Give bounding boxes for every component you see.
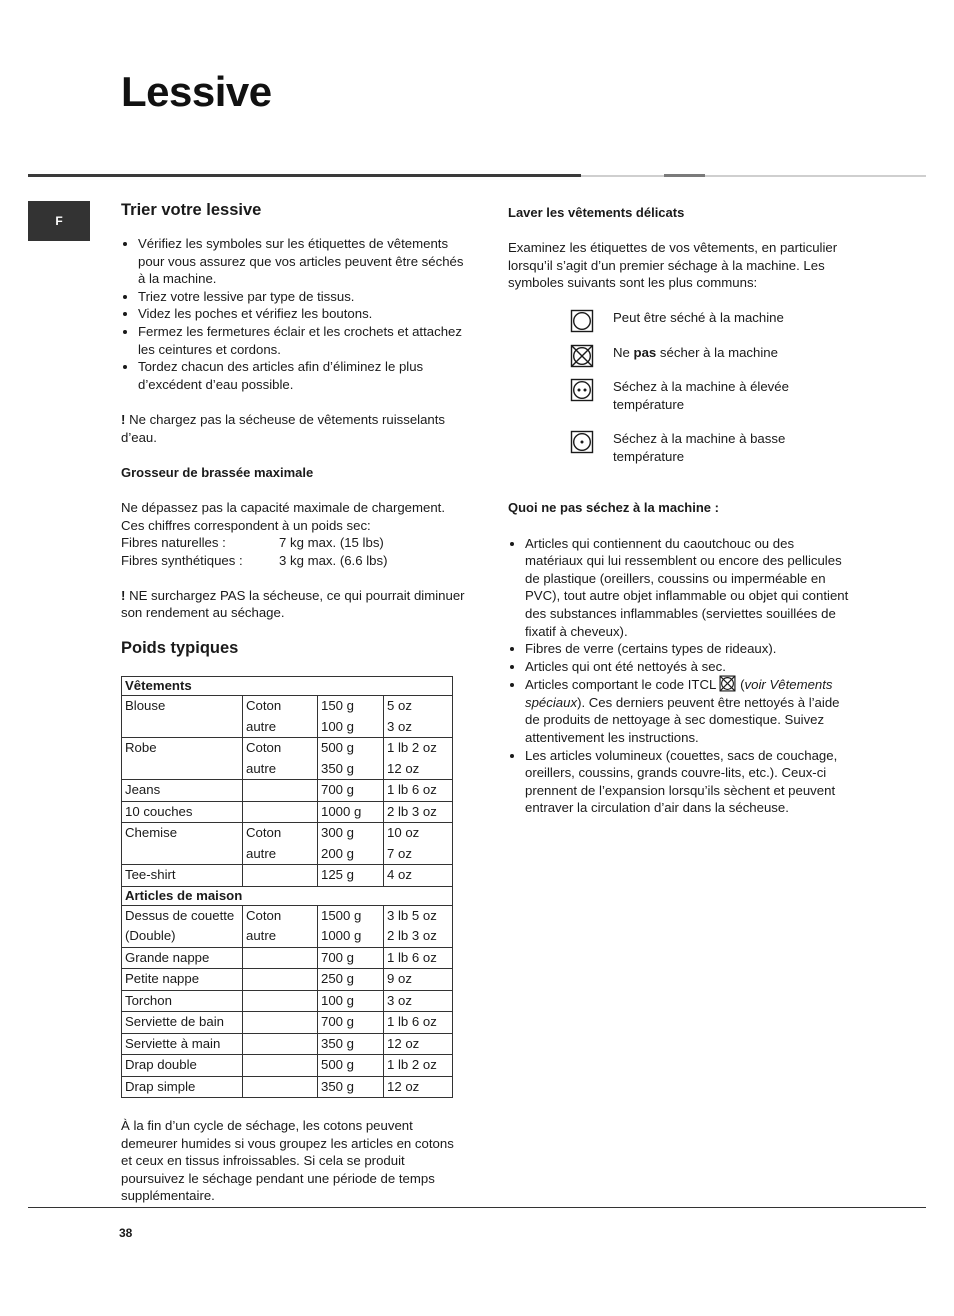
table-row <box>122 823 453 844</box>
item-cell: Drap double <box>122 1055 243 1077</box>
ounces-cell: 10 oz <box>384 823 453 844</box>
header-rule-light-end <box>705 175 926 177</box>
item-cell: Tee-shirt <box>122 865 243 887</box>
warning-text: Ne chargez pas la sécheuse de vêtements ruisselants d’eau. <box>121 411 446 445</box>
do-not-tumble-dry-icon <box>570 344 594 368</box>
item-cell: Serviette à main <box>122 1033 243 1055</box>
capacity-label: Fibres naturelles : <box>121 535 226 551</box>
tumble-dry-low-icon <box>570 430 594 454</box>
grams-cell: 100 g <box>318 990 384 1012</box>
grams-cell: 125 g <box>318 865 384 887</box>
item-cell: (Double) <box>122 926 243 947</box>
warning-overload <box>121 587 466 622</box>
table-row <box>122 801 453 823</box>
symbol-row <box>570 430 853 465</box>
page-title: Lessive <box>121 68 272 115</box>
ounces-cell: 3 oz <box>384 717 453 738</box>
cross-reference: voir Vêtements spéciaux <box>525 677 833 710</box>
item-cell: Drap simple <box>122 1076 243 1098</box>
table-row <box>122 905 453 926</box>
grams-cell: 250 g <box>318 969 384 991</box>
item-cell: Petite nappe <box>122 969 243 991</box>
symbol-legend <box>570 309 853 465</box>
item-cell <box>122 759 243 780</box>
grams-cell: 500 g <box>318 1055 384 1077</box>
item-cell: Dessus de couette <box>122 905 243 926</box>
symbol-label: Séchez à la machine à basse température <box>613 431 786 464</box>
list-item: • Articles qui ont été nettoyés à sec. <box>525 658 853 676</box>
list-item: • Fibres de verre (certains types de rideaux). <box>525 640 853 658</box>
capacity-synthetic <box>121 552 466 570</box>
page-number: 38 <box>119 1226 133 1240</box>
table-section-header <box>122 886 453 905</box>
grams-cell: 700 g <box>318 1012 384 1034</box>
header-rule-dark <box>28 174 581 177</box>
fabric-cell: Coton <box>243 696 318 717</box>
closing-paragraph: À la fin d’un cycle de séchage, les cotons peuvent demeurer humides si vous groupez les articles en cotons et ceux en tissus infroissables. Si cela se produit poursuivez le séchage pendant une période de temps supplémentaire. <box>121 1118 454 1204</box>
list-item: • Les articles volumineux (couettes, sacs de couchage, oreillers, coussins, grands couvre-lits, etc.). Ceux-ci prennent de l’expansion lorsqu’ils sèchent et peuvent entraver la circulation d’air dans la sécheuse. <box>525 747 853 817</box>
grams-cell: 150 g <box>318 696 384 717</box>
grams-cell: 700 g <box>318 780 384 802</box>
table-row <box>122 1076 453 1098</box>
table-row <box>122 696 453 717</box>
item-cell <box>122 844 243 865</box>
list-item-text: ). Ces derniers peuvent être nettoyés à l’aide de produits de nettoyage à sec domestique. Suivez attentivement les instructions. <box>525 694 840 746</box>
fabric-cell: autre <box>243 926 318 947</box>
item-cell: Robe <box>122 738 243 759</box>
ounces-cell: 4 oz <box>384 865 453 887</box>
table-row <box>122 969 453 991</box>
list-item: • Videz les poches et vérifiez les boutons. <box>138 305 466 323</box>
list-item: • Triez votre lessive par type de tissus. <box>138 288 466 306</box>
list-item-text: Articles comportant le code ITCL <box>525 677 720 693</box>
ounces-cell: 3 lb 5 oz <box>384 905 453 926</box>
table-row <box>122 926 453 947</box>
list-item: • Articles qui contiennent du caoutchouc ou des matériaux qui lui ressemblent ou encore des pellicules de plastique (oreillers, coussins ou imperméable en PVC), tout autre objet inflammable ou objet qui contient des substances inflammables (serviettes souillées de fixatif à cheveux). <box>525 535 853 641</box>
ounces-cell: 7 oz <box>384 844 453 865</box>
grams-cell: 350 g <box>318 759 384 780</box>
item-cell: Grande nappe <box>122 947 243 969</box>
fabric-cell <box>243 1076 318 1098</box>
ounces-cell: 5 oz <box>384 696 453 717</box>
table-row <box>122 990 453 1012</box>
symbol-row <box>570 378 853 413</box>
fabric-cell: autre <box>243 844 318 865</box>
table-row <box>122 1055 453 1077</box>
table-row <box>122 947 453 969</box>
load-intro: Ne dépassez pas la capacité maximale de chargement. Ces chiffres correspondent à un poids sec: <box>121 499 446 533</box>
fabric-cell <box>243 969 318 991</box>
delicate-heading: Laver les vêtements délicats <box>508 205 685 220</box>
warning-wet-clothes <box>121 411 466 446</box>
grams-cell: 350 g <box>318 1033 384 1055</box>
right-column <box>508 204 853 817</box>
ounces-cell: 3 oz <box>384 990 453 1012</box>
fabric-cell: autre <box>243 717 318 738</box>
clothes-heading: Vêtements <box>122 677 453 696</box>
tumble-dry-high-icon <box>570 378 594 402</box>
fabric-cell: autre <box>243 759 318 780</box>
symbol-row <box>570 344 853 368</box>
table-row <box>122 1033 453 1055</box>
fabric-cell <box>243 990 318 1012</box>
symbol-row <box>570 309 853 333</box>
fabric-cell <box>243 801 318 823</box>
ounces-cell: 12 oz <box>384 759 453 780</box>
ounces-cell: 2 lb 3 oz <box>384 926 453 947</box>
list-item: • Tordez chacun des articles afin d’éliminez le plus d’excédent d’eau possible. <box>138 358 466 393</box>
load-heading: Grosseur de brassée maximale <box>121 464 314 480</box>
grams-cell: 700 g <box>318 947 384 969</box>
grams-cell: 1500 g <box>318 905 384 926</box>
fabric-cell <box>243 1012 318 1034</box>
symbol-label: Peut être séché à la machine <box>613 309 784 325</box>
ounces-cell: 1 lb 6 oz <box>384 1012 453 1034</box>
list-item-text: ( <box>736 677 745 693</box>
item-cell: Chemise <box>122 823 243 844</box>
symbol-label-part: Ne <box>613 344 634 360</box>
capacity-value: 3 kg max. (6.6 lbs) <box>279 552 388 568</box>
fabric-cell <box>243 947 318 969</box>
capacity-value: 7 kg max. (15 lbs) <box>279 535 384 551</box>
list-item: • Vérifiez les symboles sur les étiquettes de vêtements pour vous assurez que vos articles peuvent être séchés à la machine. <box>138 235 466 288</box>
language-tab: F <box>28 201 90 241</box>
item-cell: Serviette de bain <box>122 1012 243 1034</box>
item-cell: Jeans <box>122 780 243 802</box>
warning-mark: ! <box>121 411 126 427</box>
fabric-cell <box>243 865 318 887</box>
fabric-cell: Coton <box>243 738 318 759</box>
weights-table <box>121 676 453 1098</box>
ounces-cell: 9 oz <box>384 969 453 991</box>
header-rule-mid <box>664 174 705 177</box>
table-row <box>122 759 453 780</box>
footer-rule <box>28 1207 926 1208</box>
ounces-cell: 2 lb 3 oz <box>384 801 453 823</box>
header-rule-light <box>581 175 664 177</box>
item-cell: Blouse <box>122 696 243 717</box>
symbol-label <box>613 344 813 362</box>
table-row <box>122 1012 453 1034</box>
itcl-icon <box>719 675 736 692</box>
grams-cell: 300 g <box>318 823 384 844</box>
table-row <box>122 865 453 887</box>
ounces-cell: 12 oz <box>384 1076 453 1098</box>
capacity-label: Fibres synthétiques : <box>121 552 243 568</box>
item-cell: Torchon <box>122 990 243 1012</box>
ounces-cell: 1 lb 6 oz <box>384 780 453 802</box>
grams-cell: 100 g <box>318 717 384 738</box>
table-row <box>122 717 453 738</box>
left-column <box>121 199 466 1205</box>
symbol-label: Séchez à la machine à élevée température <box>613 378 789 412</box>
warning-text: NE surchargez PAS la sécheuse, ce qui pourrait diminuer son rendement au séchage. <box>121 587 465 621</box>
symbol-label-part: sécher à la machine <box>656 344 778 360</box>
delicate-intro: Examinez les étiquettes de vos vêtements, en particulier lorsqu’il s’agit d’un premier séchage à la machine. Les symboles suivants sont les plus communs: <box>508 240 838 291</box>
grams-cell: 1000 g <box>318 801 384 823</box>
table-section-header <box>122 677 453 696</box>
warning-mark: ! <box>121 587 126 603</box>
capacity-natural <box>121 534 466 552</box>
ounces-cell: 12 oz <box>384 1033 453 1055</box>
tumble-dry-icon <box>570 309 594 333</box>
not-dry-list <box>508 535 853 818</box>
fabric-cell <box>243 780 318 802</box>
ounces-cell: 1 lb 2 oz <box>384 1055 453 1077</box>
ounces-cell: 1 lb 6 oz <box>384 947 453 969</box>
ounces-cell: 1 lb 2 oz <box>384 738 453 759</box>
table-row <box>122 780 453 802</box>
list-item <box>525 675 853 746</box>
fabric-cell <box>243 1055 318 1077</box>
grams-cell: 500 g <box>318 738 384 759</box>
sort-heading: Trier votre lessive <box>121 201 262 219</box>
item-cell: 10 couches <box>122 801 243 823</box>
grams-cell: 1000 g <box>318 926 384 947</box>
sort-list <box>121 235 466 393</box>
not-dry-heading: Quoi ne pas séchez à la machine : <box>508 500 719 516</box>
symbol-label-emphasis: pas <box>633 344 657 360</box>
fabric-cell: Coton <box>243 905 318 926</box>
grams-cell: 200 g <box>318 844 384 865</box>
list-item: • Fermez les fermetures éclair et les crochets et attachez les ceintures et cordons. <box>138 323 466 358</box>
household-heading: Articles de maison <box>122 886 453 905</box>
table-row <box>122 738 453 759</box>
weights-heading: Poids typiques <box>121 639 239 658</box>
fabric-cell <box>243 1033 318 1055</box>
item-cell <box>122 717 243 738</box>
table-row <box>122 844 453 865</box>
fabric-cell: Coton <box>243 823 318 844</box>
grams-cell: 350 g <box>318 1076 384 1098</box>
